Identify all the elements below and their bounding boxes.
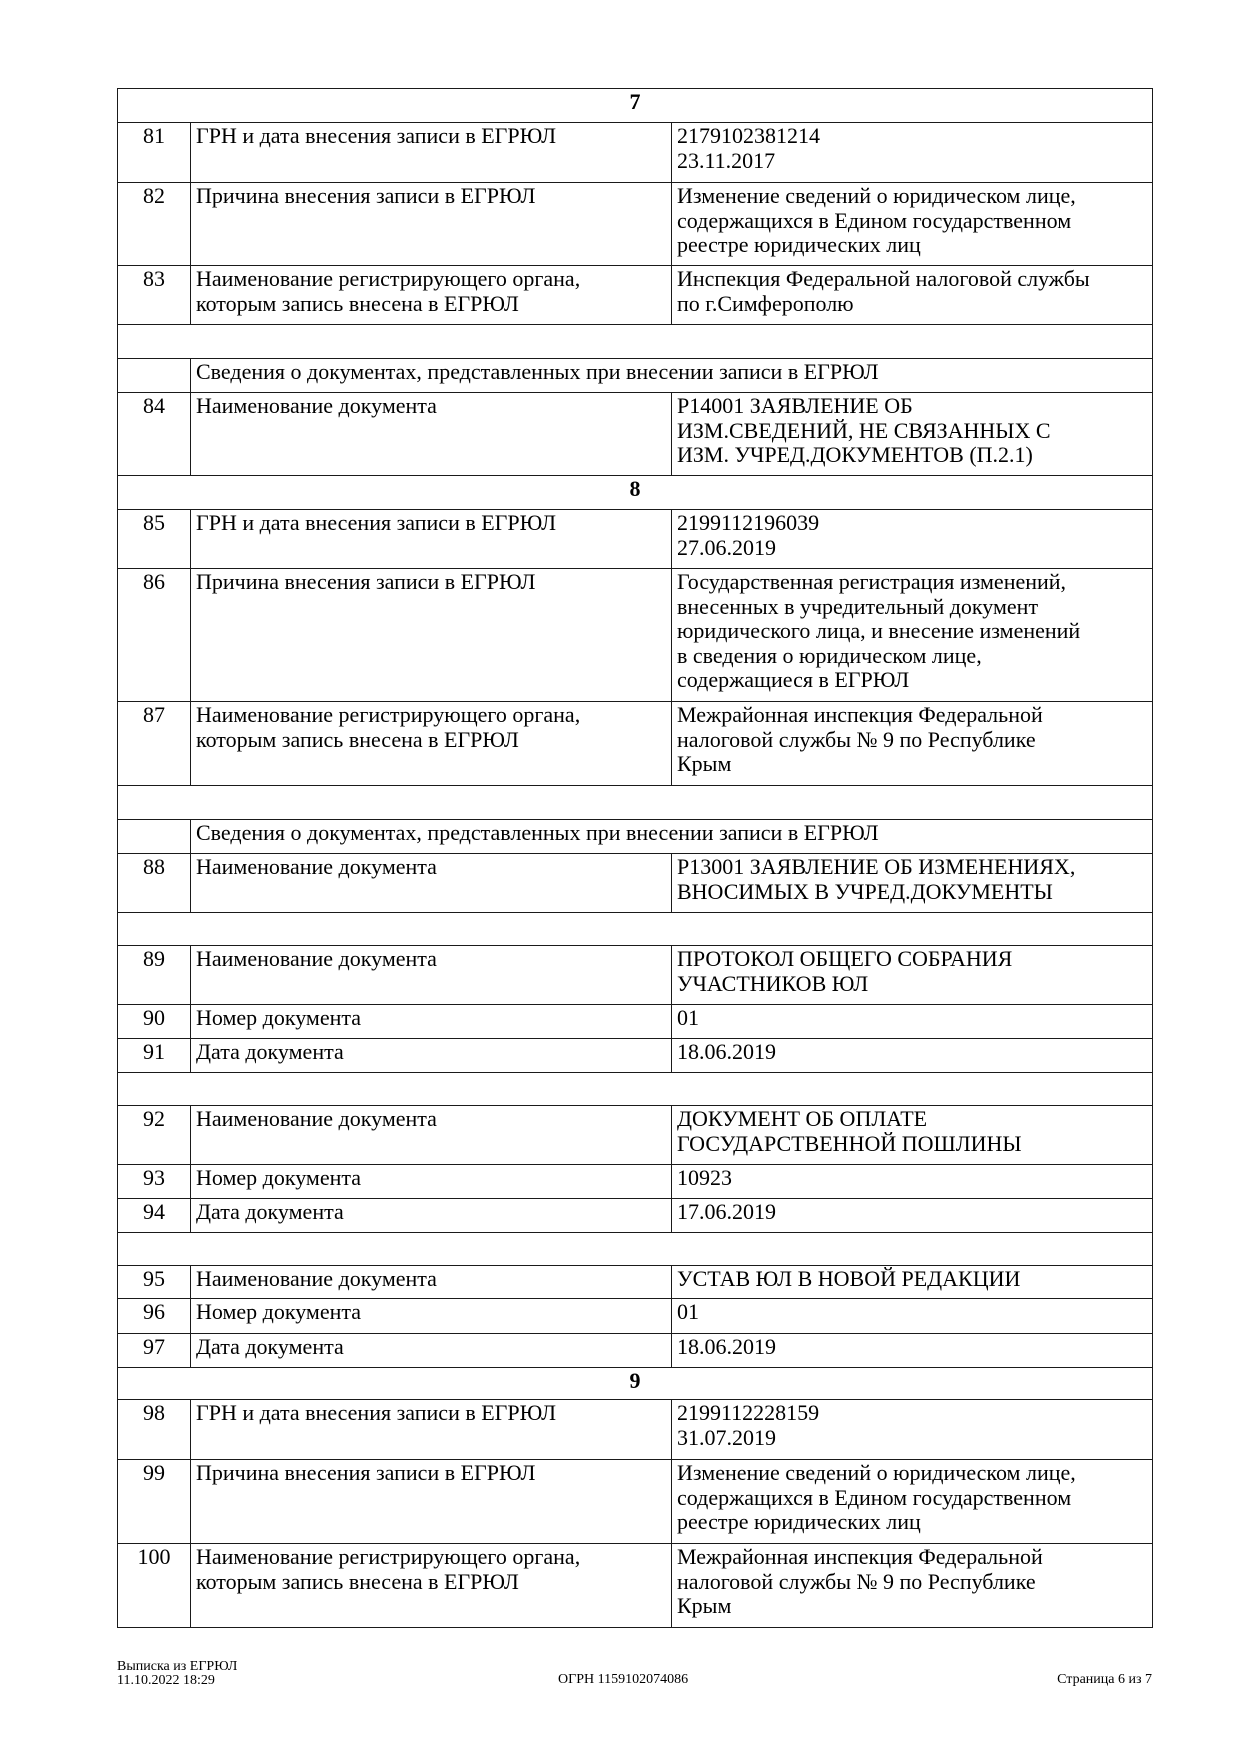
footer-datetime: 11.10.2022 18:29 [117, 1672, 215, 1688]
field-label [191, 510, 672, 569]
blank-cell [118, 913, 1153, 946]
table-row [118, 1039, 1153, 1073]
field-label [191, 1544, 672, 1628]
blank-separator-row [118, 913, 1153, 946]
table-body [118, 89, 1153, 1628]
row-number: 98 [118, 1400, 191, 1460]
text-line: Номер документа [196, 1299, 362, 1324]
field-value [672, 123, 1153, 183]
text-line: в сведения о юридическом лице, [677, 642, 982, 668]
section-number: 7 [118, 89, 1153, 123]
field-label [191, 1199, 672, 1233]
text-line: Причина внесения записи в ЕГРЮЛ [196, 183, 536, 208]
field-value [672, 1005, 1153, 1039]
text-line: Изменение сведений о юридическом лице, [677, 1460, 1076, 1485]
footer-page-number: Страница 6 из 7 [1057, 1672, 1152, 1687]
text-line: Инспекция Федеральной налоговой службы [677, 266, 1090, 291]
blank-separator-row [118, 325, 1153, 359]
text-line: ГРН и дата внесения записи в ЕГРЮЛ [196, 123, 557, 148]
field-label [191, 1005, 672, 1039]
row-number: 94 [118, 1199, 191, 1233]
table-row [118, 266, 1153, 325]
text-line: по г.Симферополю [677, 290, 854, 316]
field-value [672, 854, 1153, 913]
blank-separator-row [118, 1233, 1153, 1266]
field-label [191, 1165, 672, 1199]
text-line: внесенных в учредительный документ [677, 593, 1039, 619]
text-line: которым запись внесена в ЕГРЮЛ [196, 290, 519, 316]
table-row [118, 123, 1153, 183]
row-number: 86 [118, 569, 191, 702]
blank-cell [118, 1073, 1153, 1106]
field-label [191, 183, 672, 266]
text-line: Номер документа [196, 1005, 362, 1030]
table-row [118, 702, 1153, 786]
field-value [672, 1266, 1153, 1299]
table-row [118, 1334, 1153, 1368]
section-number: 9 [118, 1368, 1153, 1400]
text-line: 31.07.2019 [677, 1424, 776, 1450]
text-line: ДОКУМЕНТ ОБ ОПЛАТЕ [677, 1106, 928, 1131]
text-line: 23.11.2017 [677, 147, 776, 173]
field-value [672, 1299, 1153, 1334]
subheader-text: Сведения о документах, представленных при внесении записи в ЕГРЮЛ [191, 359, 1153, 393]
field-label [191, 1299, 672, 1334]
row-number: 88 [118, 854, 191, 913]
field-value [672, 946, 1153, 1005]
text-line: ГРН и дата внесения записи в ЕГРЮЛ [196, 1400, 557, 1425]
text-line: Дата документа [196, 1199, 344, 1224]
table-row [118, 183, 1153, 266]
text-line: 18.06.2019 [677, 1039, 776, 1064]
text-line: Наименование документа [196, 393, 437, 418]
footer-ogrn: ОГРН 1159102074086 [558, 1672, 689, 1687]
field-label [191, 946, 672, 1005]
blank-cell [118, 325, 1153, 359]
text-line: реестре юридических лиц [677, 1509, 921, 1534]
section-header-row [118, 1368, 1153, 1400]
text-line: налоговой службы № 9 по Республике [677, 1568, 1036, 1594]
documents-subheader-row [118, 820, 1153, 854]
field-label [191, 266, 672, 325]
table-row [118, 1005, 1153, 1039]
text-line: ВНОСИМЫХ В УЧРЕД.ДОКУМЕНТЫ [677, 878, 1053, 904]
field-value [672, 1106, 1153, 1165]
field-value [672, 702, 1153, 786]
table-row [118, 1299, 1153, 1334]
field-value [672, 569, 1153, 702]
table-row [118, 510, 1153, 569]
text-line: Крым [677, 751, 732, 776]
field-label [191, 393, 672, 476]
text-line: 01 [677, 1299, 699, 1324]
field-label [191, 1460, 672, 1544]
text-line: которым запись внесена в ЕГРЮЛ [196, 1568, 519, 1594]
text-line: Наименование документа [196, 946, 437, 971]
table-row [118, 1106, 1153, 1165]
field-value [672, 393, 1153, 476]
text-line: которым запись внесена в ЕГРЮЛ [196, 726, 519, 752]
table-row [118, 1266, 1153, 1299]
text-line: Причина внесения записи в ЕГРЮЛ [196, 569, 536, 594]
field-value [672, 1199, 1153, 1233]
text-line: Наименование документа [196, 854, 437, 879]
row-number: 89 [118, 946, 191, 1005]
field-label [191, 569, 672, 702]
text-line: Р14001 ЗАЯВЛЕНИЕ ОБ [677, 393, 913, 418]
text-line: ИЗМ.СВЕДЕНИЙ, НЕ СВЯЗАННЫХ С [677, 417, 1051, 443]
section-header-row [118, 476, 1153, 510]
text-line: Наименование документа [196, 1266, 437, 1291]
text-line: содержащиеся в ЕГРЮЛ [677, 667, 910, 692]
text-line: Дата документа [196, 1334, 344, 1359]
field-value [672, 1165, 1153, 1199]
field-value [672, 510, 1153, 569]
text-line: Межрайонная инспекция Федеральной [677, 1544, 1043, 1569]
text-line: налоговой службы № 9 по Республике [677, 726, 1036, 752]
row-number: 91 [118, 1039, 191, 1073]
text-line: 27.06.2019 [677, 534, 776, 560]
row-number: 83 [118, 266, 191, 325]
field-label [191, 1400, 672, 1460]
field-value [672, 266, 1153, 325]
text-line: 10923 [677, 1165, 732, 1190]
row-number: 95 [118, 1266, 191, 1299]
section-header-row [118, 89, 1153, 123]
row-number: 92 [118, 1106, 191, 1165]
table-row [118, 1460, 1153, 1544]
text-line: Р13001 ЗАЯВЛЕНИЕ ОБ ИЗМЕНЕНИЯХ, [677, 854, 1076, 879]
field-label [191, 1266, 672, 1299]
footer-doc-title: Выписка из ЕГРЮЛ [117, 1659, 238, 1674]
field-label [191, 1039, 672, 1073]
row-number: 81 [118, 123, 191, 183]
text-line: 18.06.2019 [677, 1334, 776, 1359]
field-value [672, 1039, 1153, 1073]
table-row [118, 1400, 1153, 1460]
blank-cell [118, 1233, 1153, 1266]
text-line: 2199112196039 [677, 510, 820, 535]
text-line: УСТАВ ЮЛ В НОВОЙ РЕДАКЦИИ [677, 1266, 1021, 1291]
row-number: 99 [118, 1460, 191, 1544]
text-line: содержащихся в Едином государственном [677, 207, 1072, 233]
field-label [191, 702, 672, 786]
text-line: 2179102381214 [677, 123, 820, 148]
footer-left [117, 1660, 237, 1687]
blank-separator-row [118, 786, 1153, 820]
text-line: Причина внесения записи в ЕГРЮЛ [196, 1460, 536, 1485]
field-value [672, 1544, 1153, 1628]
table-row [118, 393, 1153, 476]
text-line: ГРН и дата внесения записи в ЕГРЮЛ [196, 510, 557, 535]
blank-separator-row [118, 1073, 1153, 1106]
section-number: 8 [118, 476, 1153, 510]
text-line: Межрайонная инспекция Федеральной [677, 702, 1043, 727]
text-line: УЧАСТНИКОВ ЮЛ [677, 970, 869, 996]
empty-number-cell [118, 820, 191, 854]
field-value [672, 183, 1153, 266]
field-value [672, 1334, 1153, 1368]
row-number: 87 [118, 702, 191, 786]
table-row [118, 569, 1153, 702]
table-row [118, 946, 1153, 1005]
empty-number-cell [118, 359, 191, 393]
text-line: 01 [677, 1005, 699, 1030]
table-row [118, 1199, 1153, 1233]
text-line: юридического лица, и внесение изменений [677, 618, 1081, 643]
field-value [672, 1400, 1153, 1460]
documents-subheader-row [118, 359, 1153, 393]
text-line: ИЗМ. УЧРЕД.ДОКУМЕНТОВ (П.2.1) [677, 442, 1033, 467]
text-line: реестре юридических лиц [677, 232, 921, 257]
row-number: 96 [118, 1299, 191, 1334]
text-line: Изменение сведений о юридическом лице, [677, 183, 1076, 208]
row-number: 85 [118, 510, 191, 569]
row-number: 82 [118, 183, 191, 266]
row-number: 84 [118, 393, 191, 476]
text-line: ПРОТОКОЛ ОБЩЕГО СОБРАНИЯ [677, 946, 1013, 971]
text-line: 2199112228159 [677, 1400, 820, 1425]
subheader-text: Сведения о документах, представленных при внесении записи в ЕГРЮЛ [191, 820, 1153, 854]
table-row [118, 1165, 1153, 1199]
text-line: Наименование документа [196, 1106, 437, 1131]
row-number: 93 [118, 1165, 191, 1199]
table-row [118, 1544, 1153, 1628]
text-line: Номер документа [196, 1165, 362, 1190]
text-line: ГОСУДАРСТВЕННОЙ ПОШЛИНЫ [677, 1130, 1022, 1156]
row-number: 90 [118, 1005, 191, 1039]
text-line: Наименование регистрирующего органа, [196, 702, 581, 727]
text-line: 17.06.2019 [677, 1199, 776, 1224]
table-row [118, 854, 1153, 913]
field-label [191, 854, 672, 913]
row-number: 97 [118, 1334, 191, 1368]
blank-cell [118, 786, 1153, 820]
text-line: Государственная регистрация изменений, [677, 569, 1067, 594]
text-line: Наименование регистрирующего органа, [196, 1544, 581, 1569]
text-line: Дата документа [196, 1039, 344, 1064]
text-line: содержащихся в Едином государственном [677, 1484, 1072, 1510]
field-value [672, 1460, 1153, 1544]
egrul-record-table [117, 88, 1153, 1628]
text-line: Крым [677, 1593, 732, 1618]
text-line: Наименование регистрирующего органа, [196, 266, 581, 291]
field-label [191, 1106, 672, 1165]
field-label [191, 1334, 672, 1368]
field-label [191, 123, 672, 183]
row-number: 100 [118, 1544, 191, 1628]
